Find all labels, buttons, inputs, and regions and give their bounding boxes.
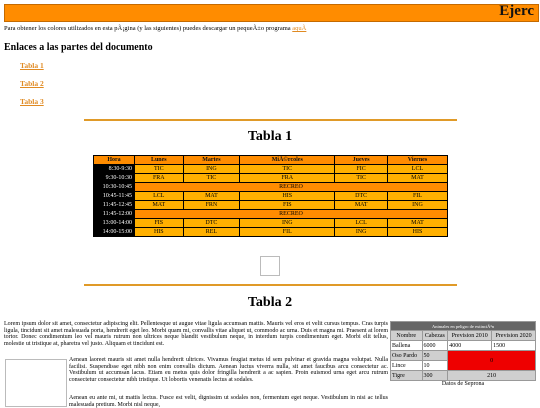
- table-row: [94, 219, 447, 227]
- subject-cell: HIS: [240, 192, 334, 200]
- paragraph: Aenean laoreet mauris sit amet nulla hendrerit ultrices. Vivamus feugiat metus id sem pulvinar et gravida magna volutpat. Nulla facilisi. Suspendisse eget nibh non enim convallis dictum. Aenean luctus viverra nulla, sit amet faucibus arcu consectetur ac. Vestibulum ut accumsan lacus. Etiam eu metus quis dolor fringilla hendrerit a ac sapien. Proin euismod urna eget arcu rutrum consectetur consectetur nibh tristique. Ut lobortis venenatis lectus at sodales.: [69, 357, 388, 383]
- animals-source: Datos de Seprona: [441, 381, 485, 387]
- col-header: Cabezas: [422, 331, 448, 341]
- animal-name: Oso Pardo: [391, 351, 423, 361]
- table-row: [391, 371, 536, 381]
- document-nav: [20, 61, 44, 115]
- subject-cell: FRA: [135, 174, 183, 182]
- hour-cell: 8:30-9:30: [94, 165, 134, 173]
- links-heading: Enlaces a las partes del documento: [4, 42, 153, 53]
- subject-cell: HIS: [388, 228, 447, 236]
- col-header: Prevision 2020: [492, 331, 536, 341]
- subject-cell: DTC: [335, 192, 387, 200]
- download-link[interactable]: aquÃ: [292, 25, 307, 32]
- page-title: Ejerc: [499, 3, 534, 19]
- col-header: Prevision 2010: [448, 331, 492, 341]
- table-row: [94, 192, 447, 200]
- subject-cell: MAT: [388, 219, 447, 227]
- hour-cell: 11:45-12:00: [94, 210, 134, 218]
- table-row: [391, 351, 536, 361]
- nav-link-tabla3[interactable]: Tabla 3: [20, 97, 44, 106]
- col-header: Viernes: [388, 156, 447, 164]
- animals-header-row: [391, 331, 536, 341]
- col-header: Hora: [94, 156, 134, 164]
- prevision-2010: 4000: [448, 341, 492, 351]
- tabla2-title: Tabla 2: [247, 295, 293, 310]
- subject-cell: LCL: [135, 192, 183, 200]
- subject-cell: MAT: [335, 201, 387, 209]
- subject-cell: TIC: [135, 165, 183, 173]
- divider: [84, 119, 457, 121]
- table-row: [94, 210, 447, 218]
- subject-cell: LCL: [388, 165, 447, 173]
- divider: [84, 284, 457, 286]
- animal-name: Ballena: [391, 341, 423, 351]
- animal-name: Lince: [391, 361, 423, 371]
- table-row: [94, 183, 447, 191]
- animal-count: 10: [422, 361, 448, 371]
- nav-link-tabla1[interactable]: Tabla 1: [20, 61, 44, 70]
- subject-cell: DTC: [184, 219, 240, 227]
- subject-cell: MAT: [135, 201, 183, 209]
- animal-name: Tigre: [391, 371, 423, 381]
- header-bar: [4, 4, 539, 22]
- subject-cell: TIC: [240, 165, 334, 173]
- hour-cell: 10:30-10:45: [94, 183, 134, 191]
- table-row: [94, 201, 447, 209]
- subject-cell: MAT: [184, 192, 240, 200]
- table-row: [391, 341, 536, 351]
- animal-count: 300: [422, 371, 448, 381]
- animal-count: 6000: [422, 341, 448, 351]
- subject-cell: LCL: [335, 219, 387, 227]
- hour-cell: 10:45-11:45: [94, 192, 134, 200]
- recreo-cell: RECREO: [135, 210, 447, 218]
- col-header: Nombre: [391, 331, 423, 341]
- table-row: [94, 174, 447, 182]
- extinct-cell: 0: [448, 351, 536, 371]
- subject-cell: FIL: [388, 192, 447, 200]
- nav-link-tabla2[interactable]: Tabla 2: [20, 79, 44, 88]
- subject-cell: FIS: [240, 201, 334, 209]
- subject-cell: FRA: [240, 174, 334, 182]
- subject-cell: ING: [335, 228, 387, 236]
- hour-cell: 9:30-10:30: [94, 174, 134, 182]
- subject-cell: FRN: [184, 201, 240, 209]
- recreo-cell: RECREO: [135, 183, 447, 191]
- col-header: Lunes: [135, 156, 183, 164]
- intro-text: [4, 25, 306, 32]
- hour-cell: 14:00-15:00: [94, 228, 134, 236]
- col-header: Martes: [184, 156, 240, 164]
- subject-cell: FIL: [240, 228, 334, 236]
- hour-cell: 13:00-14:00: [94, 219, 134, 227]
- subject-cell: FIS: [135, 219, 183, 227]
- hour-cell: 11:45-12:45: [94, 201, 134, 209]
- subject-cell: TIC: [335, 174, 387, 182]
- col-header: MiÃ©rcoles: [240, 156, 334, 164]
- table-row: [94, 165, 447, 173]
- intro-sentence: Para obtener los colores utilizados en esta pÃ¡gina (y las siguientes) puedes descargar un pequeÃ±o programa: [4, 25, 293, 32]
- subject-cell: HIS: [135, 228, 183, 236]
- prevision-2020: 1500: [492, 341, 536, 351]
- prevision-both: 210: [448, 371, 536, 381]
- col-header: Jueves: [335, 156, 387, 164]
- subject-cell: ING: [240, 219, 334, 227]
- broken-image-icon: [5, 359, 67, 407]
- table-row: [94, 228, 447, 236]
- animals-caption: Animales en peligro de extinciÃ³n: [391, 322, 536, 331]
- subject-cell: FIC: [335, 165, 387, 173]
- subject-cell: ING: [388, 201, 447, 209]
- schedule-header-row: [94, 156, 447, 164]
- animals-table: [390, 321, 536, 381]
- subject-cell: TIC: [184, 174, 240, 182]
- subject-cell: MAT: [388, 174, 447, 182]
- schedule-table: [93, 155, 448, 237]
- broken-image-icon: [260, 256, 280, 276]
- paragraph: Aenean eu ante mi, ut mattis lectus. Fusce est velit, dignissim ut sodales non, fermentum eget neque. Vestibulum in nisi ac tellus malesuada pretium. Morbi nisl neque,: [69, 395, 388, 408]
- tabla1-title: Tabla 1: [247, 129, 293, 144]
- paragraph: Lorem ipsum dolor sit amet, consectetur adipiscing elit. Pellentesque ut augue vitae ligula accumsan mattis. Mauris vel eros et velit cursus tempus. Cras turpis ligula, tincidunt sit amet malesuada porta, hendrerit eget leo. Morbi quam mi, convallis vitae aliquet ut, commodo ac urna. Duis et magna mi. Praesent at lorem tortor. Donec condimentum leo vel mauris rutrum non ultrices neque blandit vestibulum neque, in interdum turpis condimentum eget. Morbi elit tellus, molestie ut tristique at, pharetra vel justo. Aliquam et tincidunt est.: [4, 321, 388, 347]
- subject-cell: ING: [184, 165, 240, 173]
- animal-count: 50: [422, 351, 448, 361]
- subject-cell: REL: [184, 228, 240, 236]
